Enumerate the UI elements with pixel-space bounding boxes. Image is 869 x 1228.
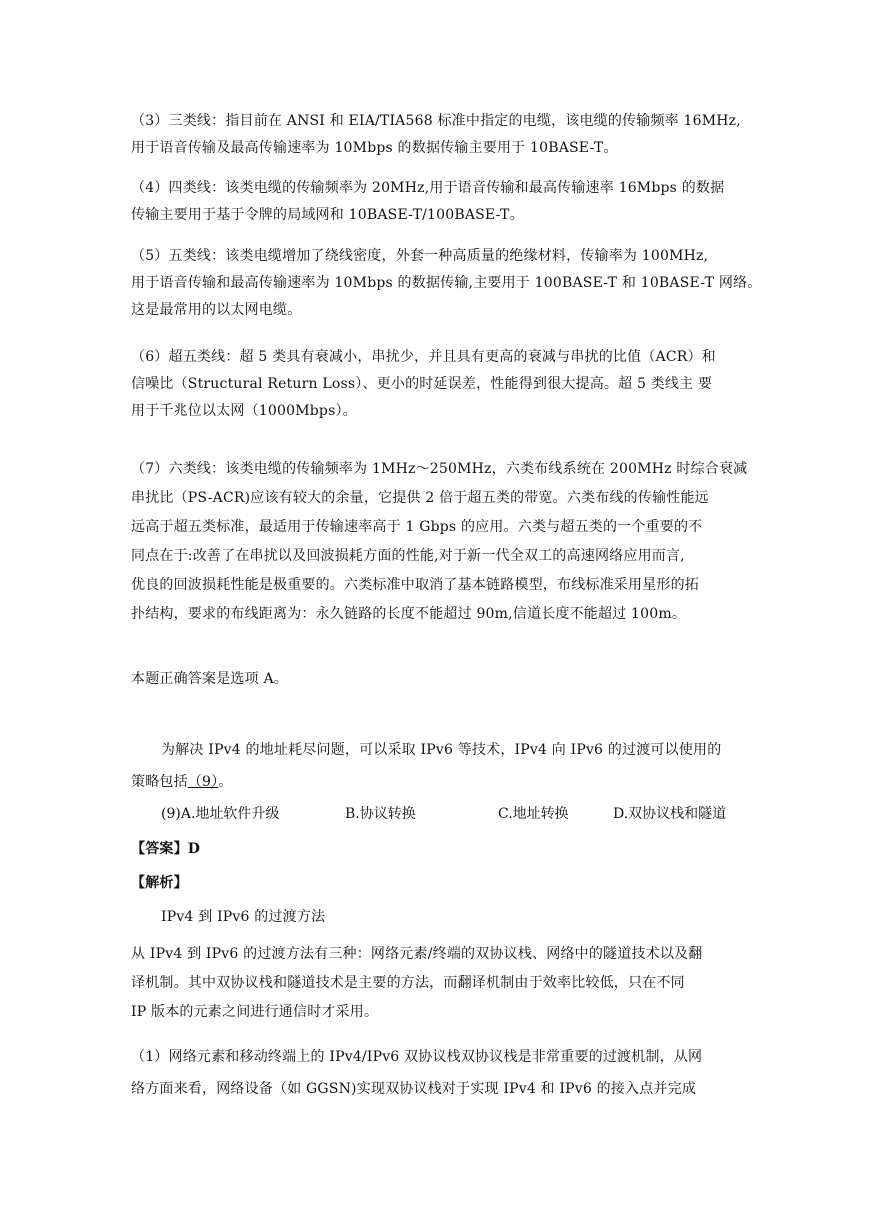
- text-line: 用于千兆位以太网（1000Mbps）。: [131, 403, 357, 419]
- text-line: 从 IPv4 到 IPv6 的过渡方法有三种：网络元素/终端的双协议栈、网络中的隧道技术以及翻: [131, 946, 703, 962]
- text-line: 【解析】: [131, 875, 188, 891]
- cable-item-3: [131, 108, 739, 162]
- analysis-title: [131, 904, 739, 931]
- text-line: 本题正确答案是选项 A。: [131, 671, 288, 687]
- analysis-label: [131, 870, 739, 897]
- text-line: 用于语音传输及最高传输速率为 10Mbps 的数据传输主要用于 10BASE-T。: [131, 140, 618, 156]
- text-line: （5）五类线：该类电缆增加了绕线密度，外套一种高质量的绝缘材料，传输率为 100MHz,: [131, 248, 709, 264]
- cable-item-6: [131, 344, 739, 425]
- cable-item-7: [131, 455, 748, 629]
- answer-blank: （9）: [187, 774, 219, 790]
- stem-prefix: 策略包括: [131, 774, 188, 790]
- answer-label: [131, 836, 739, 863]
- text-line: 远高于超五类标准，最适用于传输速率高于 1 Gbps 的应用。六类与超五类的一个重要的不: [131, 519, 703, 535]
- answer-statement: [131, 666, 739, 693]
- text-line: （7）六类线：该类电缆的传输频率为 1MHz～250MHz，六类布线系统在 200MHz 时综合衰减: [131, 461, 748, 477]
- text-line: 信噪比（Structural Return Loss）、更小的时延误差，性能得到很大提高。超 5 类线主 要: [131, 376, 713, 392]
- option-c: C.地址转换: [498, 806, 569, 822]
- text-line: （3）三类线：指目前在 ANSI 和 EIA/TIA568 标准中指定的电缆，该电缆的传输频率 16MHz,: [131, 113, 741, 129]
- analysis-paragraph-2: [131, 1041, 739, 1105]
- text-line: （1）网络元素和移动终端上的 IPv4/IPv6 双协议栈双协议栈是非常重要的过渡机制，从网: [131, 1049, 703, 1065]
- text-line: 用于语音传输和最高传输速率为 10Mbps 的数据传输,主要用于 100BASE-T 和 10BASE-T 网络。: [131, 275, 762, 291]
- text-line: 传输主要用于基于令牌的局域网和 10BASE-T/100BASE-T。: [131, 207, 524, 223]
- cable-item-5: [131, 243, 762, 324]
- text-line: [131, 766, 739, 798]
- option-b: B.协议转换: [345, 806, 416, 822]
- text-line: 译机制。其中双协议栈和隧道技术是主要的方法，而翻译机制由于效率比较低，只在不同: [131, 975, 685, 991]
- option-d: D.双协议栈和隧道: [613, 806, 727, 822]
- text-line: 同点在于:改善了在串扰以及回波损耗方面的性能,对于新一代全双工的高速网络应用而言,: [131, 548, 685, 564]
- text-line: IPv4 到 IPv6 的过渡方法: [161, 909, 326, 925]
- text-line: 串扰比（PS-ACR)应该有较大的余量，它提供 2 倍于超五类的带宽。六类布线的传输性能远: [131, 490, 709, 506]
- text-line: 为解决 IPv4 的地址耗尽问题，可以采取 IPv6 等技术，IPv4 向 IPv6 的过渡可以使用的: [161, 742, 722, 758]
- text-line: 【答案】D: [131, 841, 201, 857]
- question-9-stem: [131, 734, 739, 798]
- text-line: 络方面来看，网络设备（如 GGSN)实现双协议栈对于实现 IPv4 和 IPv6 的接入点并完成: [131, 1081, 697, 1097]
- text-line: （4）四类线：该类电缆的传输频率为 20MHz,用于语音传输和最高传输速率 16Mbps 的数据: [131, 180, 725, 196]
- text-line: 这是最常用的以太网电缆。: [131, 302, 302, 318]
- cable-item-4: [131, 175, 739, 229]
- analysis-paragraph-1: [131, 940, 739, 1027]
- text-line: （6）超五类线：超 5 类具有衰减小，串扰少，并且具有更高的衰减与串扰的比值（ACR）和: [131, 349, 716, 365]
- stem-suffix: 。: [218, 774, 233, 790]
- text-line: 扑结构，要求的布线距离为：永久链路的长度不能超过 90m,信道长度不能超过 100m。: [131, 606, 687, 622]
- text-line: IP 版本的元素之间进行通信时才采用。: [131, 1004, 379, 1020]
- text-line: 优良的回波损耗性能是极重要的。六类标准中取消了基本链路模型，布线标准采用星形的拓: [131, 577, 699, 593]
- option-a: (9)A.地址软件升级: [161, 806, 280, 822]
